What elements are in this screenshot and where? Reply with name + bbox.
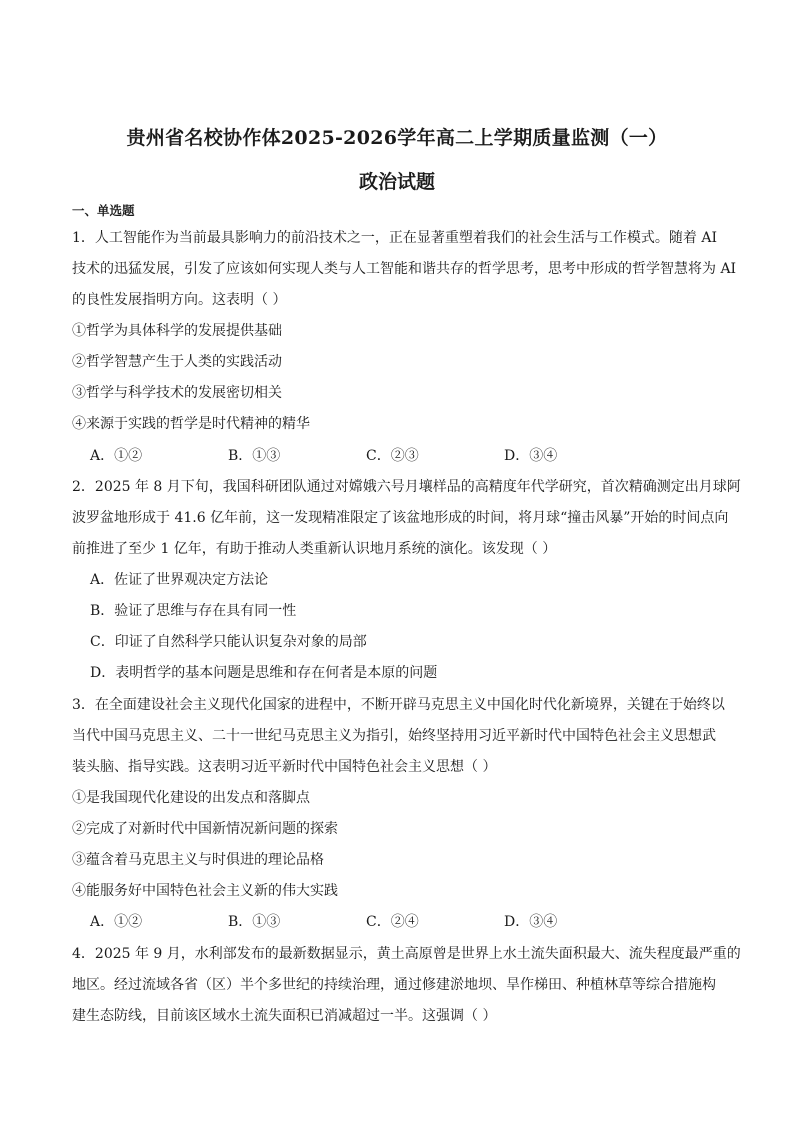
- q4-stem-line: 4．2025 年 9 月，水利部发布的最新数据显示，黄土高原曾是世界上水土流失面积最大、流失程度最严重的: [72, 946, 741, 962]
- q4-stem-line: 建生态防线，目前该区域水土流失面积已消减超过一半。这强调（ ）: [72, 1008, 497, 1024]
- exam-title: 贵州省名校协作体2025-2026学年高二上学期质量监测（一）: [126, 127, 668, 149]
- q1-item: ④来源于实践的哲学是时代精神的精华: [72, 416, 310, 432]
- q3-item: ③蕴含着马克思主义与时俱进的理论品格: [72, 852, 324, 868]
- q2-stem-line: 前推进了至少 1 亿年，有助于推动人类重新认识地月系统的演化。该发现（ ）: [72, 541, 557, 557]
- q2-stem-line: 2．2025 年 8 月下旬，我国科研团队通过对嫦娥六号月壤样品的高精度年代学研究，首次精确测定出月球阿: [72, 479, 741, 495]
- q2-choice-c: C．印证了自然科学只能认识复杂对象的局部: [90, 634, 367, 650]
- q1-item: ①哲学为具体科学的发展提供基础: [72, 323, 282, 339]
- q3-options: [90, 911, 642, 933]
- q1-stem-line: 的良性发展指明方向。这表明（ ）: [72, 292, 287, 308]
- q1-stem-line: 技术的迅猛发展，引发了应该如何实现人类与人工智能和谐共存的哲学思考，思考中形成的哲学智慧将为 AI: [72, 261, 737, 277]
- q1-option-d: D．③④: [504, 448, 558, 464]
- q3-stem-line: 当代中国马克思主义、二十一世纪马克思主义为指引，始终坚持用习近平新时代中国特色社会主义思想武: [72, 728, 716, 744]
- q2-stem-line: 波罗盆地形成于 41.6 亿年前，这一发现精准限定了该盆地形成的时间，将月球“撞击风暴”开始的时间点向: [72, 510, 729, 526]
- q2-choice-a: A．佐证了世界观决定方法论: [90, 572, 269, 588]
- q1-item: ②哲学智慧产生于人类的实践活动: [72, 354, 282, 370]
- q3-option-d: D．③④: [504, 914, 558, 930]
- q1-options: [90, 445, 642, 467]
- q1-option-c: C．②③: [366, 448, 419, 464]
- q3-option-a: A．①②: [90, 914, 143, 930]
- section-heading: 一、单选题: [72, 203, 135, 218]
- q3-stem-line: 3．在全面建设社会主义现代化国家的进程中，不断开辟马克思主义中国化时代化新境界，关键在于始终以: [72, 697, 725, 713]
- q1-option-a: A．①②: [90, 448, 143, 464]
- q1-stem-line: 1．人工智能作为当前最具影响力的前沿技术之一，正在显著重塑着我们的社会生活与工作模式。随着 AI: [72, 230, 717, 246]
- q1-option-b: B．①③: [228, 448, 281, 464]
- q2-choice-d: D．表明哲学的基本问题是思维和存在何者是本原的问题: [90, 665, 438, 681]
- q3-option-c: C．②④: [366, 914, 419, 930]
- q3-item: ④能服务好中国特色社会主义新的伟大实践: [72, 883, 338, 899]
- q3-option-b: B．①③: [228, 914, 281, 930]
- q4-stem-line: 地区。经过流域各省（区）半个多世纪的持续治理，通过修建淤地坝、旱作梯田、种植林草等综合措施构: [72, 977, 716, 993]
- q3-item: ②完成了对新时代中国新情况新问题的探索: [72, 821, 338, 837]
- exam-subject: 政治试题: [358, 171, 435, 193]
- q3-stem-line: 装头脑、指导实践。这表明习近平新时代中国特色社会主义思想（ ）: [72, 759, 497, 775]
- q1-item: ③哲学与科学技术的发展密切相关: [72, 385, 282, 401]
- q3-item: ①是我国现代化建设的出发点和落脚点: [72, 790, 310, 806]
- q2-choice-b: B．验证了思维与存在具有同一性: [90, 603, 297, 619]
